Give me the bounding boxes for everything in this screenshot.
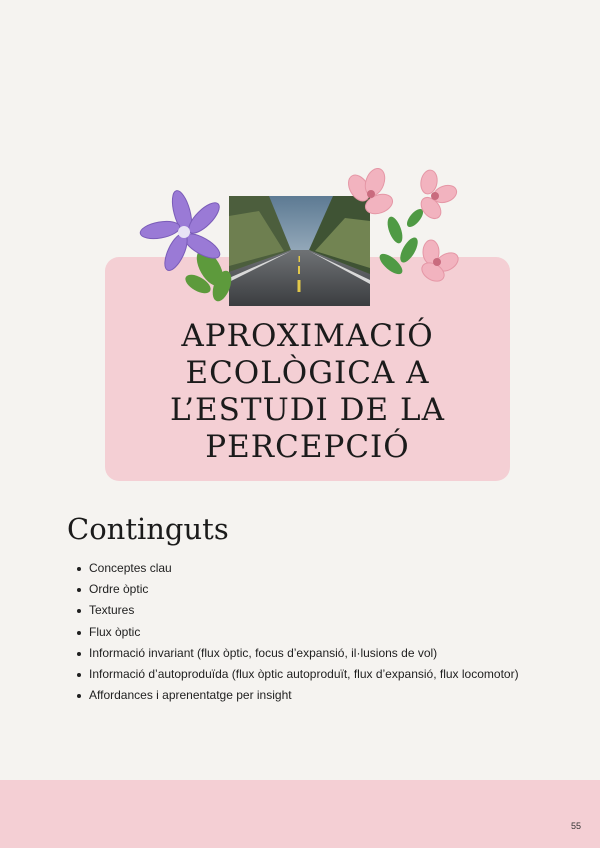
section-heading: Continguts [67,512,229,546]
purple-flower-icon [138,188,236,306]
page-number: 55 [570,821,581,831]
list-item: Textures [72,600,519,621]
list-item: Flux òptic [72,622,519,643]
pink-flowers-icon [345,168,465,288]
list-item: Informació d’autoproduïda (flux òptic autoproduït, flux d’expansió, flux locomotor) [72,664,519,685]
page-title: APROXIMACIÓ ECOLÒGICA A L’ESTUDI DE LA PERCEPCIÓ [170,318,445,465]
list-item: Ordre òptic [72,579,519,600]
contents-list [72,558,519,706]
list-item: Affordances i aprenentatge per insight [72,685,519,706]
list-item: Informació invariant (flux òptic, focus d’expansió, il·lusions de vol) [72,643,519,664]
footer-band [0,780,600,848]
list-item: Conceptes clau [72,558,519,579]
